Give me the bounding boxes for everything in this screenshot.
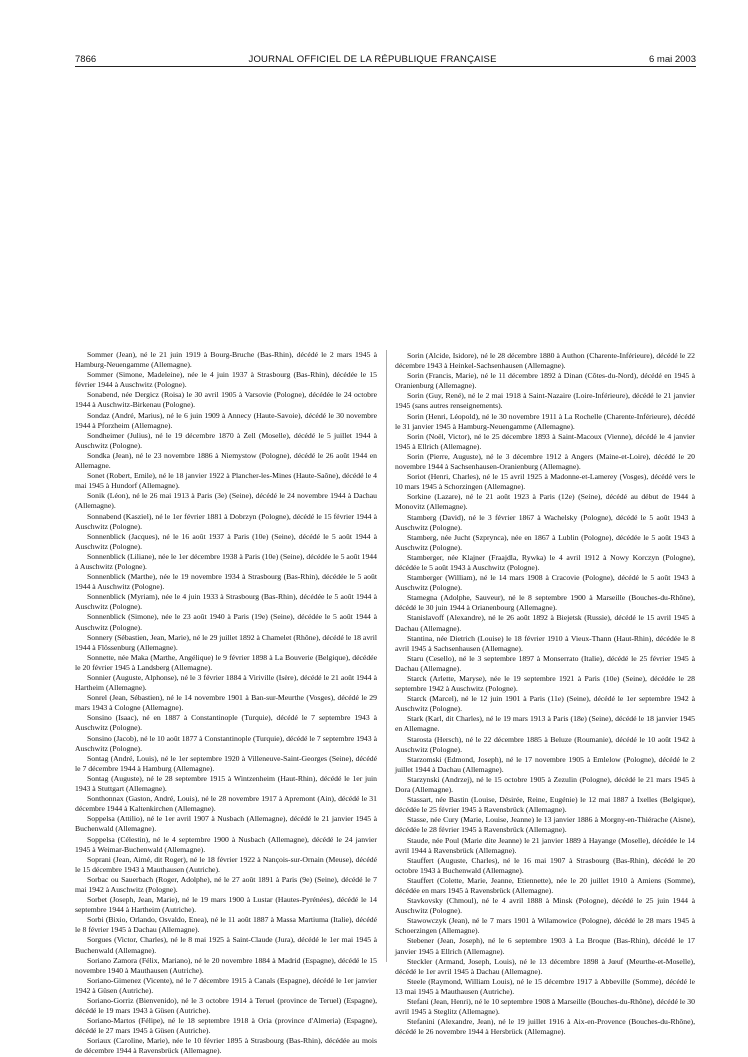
entry-paragraph: Starosta (Hersch), né le 22 décembre 1885 à Beluze (Roumanie), décédé le 10 août 1942 à Auschwitz (Pologne). [395,734,695,754]
entry-paragraph: Stanislavoff (Alexandre), né le 26 août 1892 à Biejetsk (Russie), décédé le 15 avril 1945 à Dachau (Allemagne). [395,613,695,633]
entry-paragraph: Steckler (Armand, Joseph, Louis), né le 13 décembre 1898 à Jœuf (Meurthe-et-Moselle), décédé le 1er avril 1945 à Dachau (Allemagne). [395,956,695,976]
entry-paragraph: Sontag (André, Louis), né le 1er septembre 1920 à Villeneuve-Saint-Georges (Seine), décédé le 7 décembre 1944 à Hamburg (Allemagne). [75,753,377,773]
entry-paragraph: Sonrel (Jean, Sébastien), né le 14 novembre 1901 à Ban-sur-Meurthe (Vosges), décédé le 29 mars 1943 à Cologne (Allemagne). [75,693,377,713]
entry-paragraph: Sonnenblick (Marthe), née le 19 novembre 1934 à Strasbourg (Bas-Rhin), décédée le 5 août 1944 à Auschwitz (Pologne). [75,572,377,592]
entry-paragraph: Sorin (Francis, Marie), né le 11 décembre 1892 à Dinan (Côtes-du-Nord), décédé en 1945 à Oranienburg (Allemagne). [395,371,695,391]
entry-paragraph: Sonik (Léon), né le 26 mai 1913 à Paris (3e) (Seine), décédé le 24 novembre 1944 à Dachau (Allemagne). [75,491,377,511]
entry-paragraph: Sorkine (Lazare), né le 21 août 1923 à Paris (12e) (Seine), décédé au début de 1944 à Monovitz (Allemagne). [395,492,695,512]
entry-paragraph: Stavkovsky (Chmoul), né le 4 avril 1888 à Minsk (Pologne), décédé le 25 juin 1944 à Auschwitz (Pologne). [395,896,695,916]
entry-paragraph: Sonsino (Jacob), né le 10 août 1877 à Constantinople (Turquie), décédé le 7 septembre 1943 à Auschwitz (Pologne). [75,733,377,753]
entry-paragraph: Starck (Marcel), né le 12 juin 1901 à Paris (11e) (Seine), décédé le 1er septembre 1942 à Auschwitz (Pologne). [395,694,695,714]
entry-paragraph: Sonnabend (Kasziel), né le 1er février 1881 à Dobrzyn (Pologne), décédé le 15 février 1944 à Auschwitz (Pologne). [75,511,377,531]
entry-paragraph: Sondka (Jean), né le 23 novembre 1886 à Niemystow (Pologne), décédé le 26 août 1944 en Allemagne. [75,450,377,471]
entry-paragraph: Sorbet (Joseph, Jean, Marie), né le 19 mars 1900 à Lustar (Hautes-Pyrénées), décédé le 14 septembre 1944 à Hartheim (Autriche). [75,895,377,915]
entry-paragraph: Stantina, née Dietrich (Louise) le 18 février 1910 à Vieux-Thann (Haut-Rhin), décédée le 8 avril 1945 à Sachsenhausen (Allemagne). [395,633,695,653]
entry-paragraph: Stawowczyk (Jean), né le 7 mars 1901 à Wilamowice (Pologne), décédé le 28 mars 1945 à Schoerzingen (Allemagne). [395,916,695,936]
entry-paragraph: Sonet (Robert, Emile), né le 18 janvier 1922 à Plancher-les-Mines (Haute-Saône), décédé le 4 mai 1945 à Hundorf (Allemagne). [75,471,377,491]
entry-paragraph: Soppelsa (Célestin), né le 4 septembre 1900 à Nusbach (Allemagne), décédé le 24 janvier 1945 à Weimar-Buchenwald (Allemagne). [75,834,377,854]
entry-paragraph: Starzynski (Andrzej), né le 15 octobre 1905 à Zezulin (Pologne), décédé le 21 mars 1945 à Dora (Allemagne). [395,774,695,795]
entry-paragraph: Stefani (Jean, Henri), né le 10 septembre 1908 à Marseille (Bouches-du-Rhône), décédé le 30 avril 1945 à Steglitz (Allemagne). [395,997,695,1017]
entry-paragraph: Sorin (Alcide, Isidore), né le 28 décembre 1880 à Authon (Charente-Inférieure), décédé le 22 décembre 1943 à Heinkel-Sachsenhausen (Allemagne). [395,351,695,371]
entry-paragraph: Sonnenblick (Jacques), né le 16 août 1937 à Paris (10e) (Seine), décédé le 5 août 1944 à Auschwitz (Pologne). [75,531,377,551]
entry-paragraph: Sonthonnax (Gaston, André, Louis), né le 28 novembre 1917 à Apremont (Ain), décédé le 31 décembre 1944 à Kaltenkirchen (Allemagne). [75,794,377,814]
entry-paragraph: Stebener (Jean, Joseph), né le 6 septembre 1903 à La Broque (Bas-Rhin), décédé le 17 janvier 1945 à Ellrich (Allemagne). [395,936,695,956]
entry-paragraph: Soriot (Henri, Charles), né le 15 avril 1925 à Madonne-et-Lamerey (Vosges), décédé vers le 10 mars 1945 à Schorzingen (Allemagne). [395,472,695,492]
entry-paragraph: Soriano-Martos (Félipe), né le 18 septembre 1918 à Oria (province d'Almeria) (Espagne), décédé le 27 mars 1945 à Güsen (Autriche). [75,1016,377,1036]
entry-paragraph: Sonnenblick (Simone), née le 23 août 1940 à Paris (19e) (Seine), décédée le 5 août 1944 à Auschwitz (Pologne). [75,612,377,632]
entry-paragraph: Sondaz (André, Marius), né le 6 juin 1909 à Annecy (Haute-Savoie), décédé le 30 novembre 1944 à Pforzheim (Allemagne). [75,410,377,430]
column-divider [386,350,387,962]
entry-paragraph: Soriano-Gimenez (Vicente), né le 7 décembre 1915 à Canals (Espagne), décédé le 1er janvier 1942 à Güsen (Autriche). [75,975,377,995]
page-header [75,51,696,67]
entry-paragraph: Sorin (Henri, Léopold), né le 30 novembre 1911 à La Rochelle (Charente-Inférieure), décédé le 31 janvier 1945 à Hamburg-Neuengamme (Allemagne). [395,411,695,431]
entry-paragraph: Stasse, née Cury (Marie, Louise, Jeanne) le 13 janvier 1886 à Morgny-en-Thiérache (Aisne), décédée le 28 février 1945 à Ravensbrück (Allemagne). [395,815,695,835]
entry-paragraph: Sorin (Noël, Victor), né le 25 décembre 1893 à Saint-Macoux (Vienne), décédé le 4 janvier 1945 à Ellrich (Allemagne). [395,431,695,451]
entry-paragraph: Stassart, née Bastin (Louise, Désirée, Reine, Eugénie) le 12 mai 1887 à Ixelles (Belgique), décédée le 25 février 1945 à Ravensbrück (Allemagne). [395,795,695,815]
entry-paragraph: Starck (Arlette, Maryse), née le 19 septembre 1921 à Paris (10e) (Seine), décédée le 28 septembre 1942 à Auschwitz (Pologne). [395,674,695,694]
entry-paragraph: Sonnenblick (Liliane), née le 1er décembre 1938 à Paris (10e) (Seine), décédée le 5 août 1944 à Auschwitz (Pologne). [75,551,377,571]
entry-paragraph: Stamegna (Adolphe, Sauveur), né le 8 septembre 1900 à Marseille (Bouches-du-Rhône), décédé le 30 juin 1944 à Orianenbourg (Allemagne). [395,593,695,613]
right-column [395,351,695,1037]
header-rule [75,66,696,67]
entry-paragraph: Soriano Zamora (Félix, Mariano), né le 20 novembre 1884 à Madrid (Espagne), décédé le 15 novembre 1940 à Mauthausen (Autriche). [75,955,377,975]
entry-paragraph: Stamberg, née Jucht (Szprynca), née en 1867 à Lublin (Pologne), décédée le 5 août 1943 à Auschwitz (Pologne). [395,532,695,552]
entry-paragraph: Sonabend, née Dergicz (Roisa) le 30 avril 1905 à Varsovie (Pologne), décédée le 24 octobre 1944 à Auschwitz-Birkenau (Pologne). [75,390,377,410]
page-number: 7866 [75,53,97,65]
journal-title: JOURNAL OFFICIEL DE LA RÉPUBLIQUE FRANÇAISE [248,53,497,65]
entry-paragraph: Soprani (Jean, Aimé, dit Roger), né le 18 février 1922 à Nançois-sur-Ornain (Meuse), décédé le 15 décembre 1943 à Mauthausen (Autriche). [75,854,377,874]
entry-paragraph: Sommer (Jean), né le 21 juin 1919 à Bourg-Bruche (Bas-Rhin), décédé le 2 mars 1945 à Hamburg-Neuengamme (Allemagne). [75,350,377,370]
entry-paragraph: Stauffert (Auguste, Charles), né le 16 mai 1907 à Strasbourg (Bas-Rhin), décédé le 20 octobre 1943 à Buchenwald (Allemagne). [395,855,695,875]
entry-paragraph: Stamberger, née Klajner (Fraajdla, Rywka) le 4 avril 1912 à Nowy Korczyn (Pologne), décédée le 5 août 1943 à Auschwitz (Pologne). [395,552,695,572]
entry-paragraph: Sorgues (Victor, Charles), né le 8 mai 1925 à Saint-Claude (Jura), décédé le 1er mai 1945 à Buchenwald (Allemagne). [75,935,377,955]
entry-paragraph: Stamberg (David), né le 3 février 1867 à Wachelsky (Pologne), décédé le 5 août 1943 à Auschwitz (Pologne). [395,512,695,532]
entry-paragraph: Stark (Karl, dit Charles), né le 19 mars 1913 à Paris (18e) (Seine), décédé le 18 janvier 1945 en Allemagne. [395,714,695,734]
entry-paragraph: Sorin (Guy, René), né le 2 mai 1918 à Saint-Nazaire (Loire-Inférieure), décédé le 21 janvier 1945 (sans autres renseignements). [395,391,695,411]
entry-paragraph: Starzomski (Edmond, Joseph), né le 17 novembre 1905 à Emlelow (Pologne), décédé le 2 juillet 1944 à Dachau (Allemagne). [395,754,695,774]
left-column [75,350,377,1057]
entry-paragraph: Sonnette, née Maka (Marthe, Angélique) le 9 février 1898 à La Bouverie (Belgique), décédée le 20 février 1945 à Landsberg (Allemagne). [75,652,377,672]
entry-paragraph: Sorin (Pierre, Auguste), né le 3 décembre 1912 à Angers (Maine-et-Loire), décédé le 20 novembre 1944 à Sachsenhausen-Oranienburg (Allemagne). [395,451,695,472]
entry-paragraph: Staru (Cesello), né le 3 septembre 1897 à Monserrato (Italie), décédé le 25 février 1945 à Dachau (Allemagne). [395,653,695,673]
issue-date: 6 mai 2003 [648,53,696,65]
entry-paragraph: Stefanini (Alexandre, Jean), né le 19 juillet 1916 à Aix-en-Provence (Bouches-du-Rhône), décédé le 26 novembre 1944 à Hersbrück (Allemagne). [395,1017,695,1037]
entry-paragraph: Staude, née Poul (Marie dite Jeanne) le 21 janvier 1889 à Hayange (Moselle), décédée le 14 avril 1944 à Ravensbrück (Allemagne). [395,835,695,855]
entry-paragraph: Sonnery (Sébastien, Jean, Marie), né le 29 juillet 1892 à Chamelet (Rhône), décédé le 18 avril 1944 à Flössenburg (Allemagne). [75,632,377,652]
entry-paragraph: Stamberger (William), né le 14 mars 1908 à Cracovie (Pologne), décédé le 5 août 1943 à Auschwitz (Pologne). [395,573,695,593]
entry-paragraph: Sommer (Simone, Madeleine), née le 4 juin 1937 à Strasbourg (Bas-Rhin), décédée le 15 février 1944 à Auschwitz (Pologne). [75,370,377,390]
entry-paragraph: Sonsino (Isaac), né en 1887 à Constantinople (Turquie), décédé le 7 septembre 1943 à Auschwitz (Pologne). [75,713,377,733]
entry-paragraph: Sorbac ou Sauerbach (Roger, Adolphe), né le 27 août 1891 à Paris (9e) (Seine), décédé le 7 mai 1942 à Auschwitz (Pologne). [75,874,377,894]
entry-paragraph: Stauffert (Colette, Marie, Jeanne, Etiennette), née le 20 juillet 1910 à Amiens (Somme), décédée en mars 1945 à Ravensbrück (Allemagne). [395,875,695,895]
entry-paragraph: Soriano-Gorriz (Bienvenido), né le 3 octobre 1914 à Teruel (province de Teruel) (Espagne), décédé le 19 mars 1943 à Güsen (Autriche). [75,996,377,1016]
entry-paragraph: Sontag (Auguste), né le 28 septembre 1915 à Wintzenheim (Haut-Rhin), décédé le 1er juin 1943 à Stuttgart (Allemagne). [75,773,377,794]
entry-paragraph: Steele (Raymond, William Louis), né le 15 décembre 1917 à Abbeville (Somme), décédé le 13 mai 1945 à Mauthausen (Autriche). [395,976,695,996]
entry-paragraph: Sonnier (Auguste, Alphonse), né le 3 février 1884 à Viriville (Isère), décédé le 21 août 1944 à Hartheim (Allemagne). [75,673,377,693]
entry-paragraph: Soppelsa (Attilio), né le 1er avril 1907 à Nusbach (Allemagne), décédé le 21 janvier 1945 à Buchenwald (Allemagne). [75,814,377,834]
entry-paragraph: Sondheimer (Julius), né le 19 décembre 1870 à Zell (Moselle), décédé le 5 juillet 1944 à Auschwitz (Pologne). [75,430,377,450]
entry-paragraph: Sorbi (Bixio, Orlando, Osvaldo, Enea), né le 11 août 1887 à Massa Martiuma (Italie), décédé le 8 février 1945 à Dachau (Allemagne). [75,915,377,935]
entry-paragraph: Sonnenblick (Myriam), née le 4 juin 1933 à Strasbourg (Bas-Rhin), décédée le 5 août 1944 à Auschwitz (Pologne). [75,592,377,612]
entry-paragraph: Soriaux (Caroline, Marie), née le 10 février 1895 à Strasbourg (Bas-Rhin), décédée au mois de décembre 1944 à Ravensbrück (Allemagne). [75,1036,377,1056]
